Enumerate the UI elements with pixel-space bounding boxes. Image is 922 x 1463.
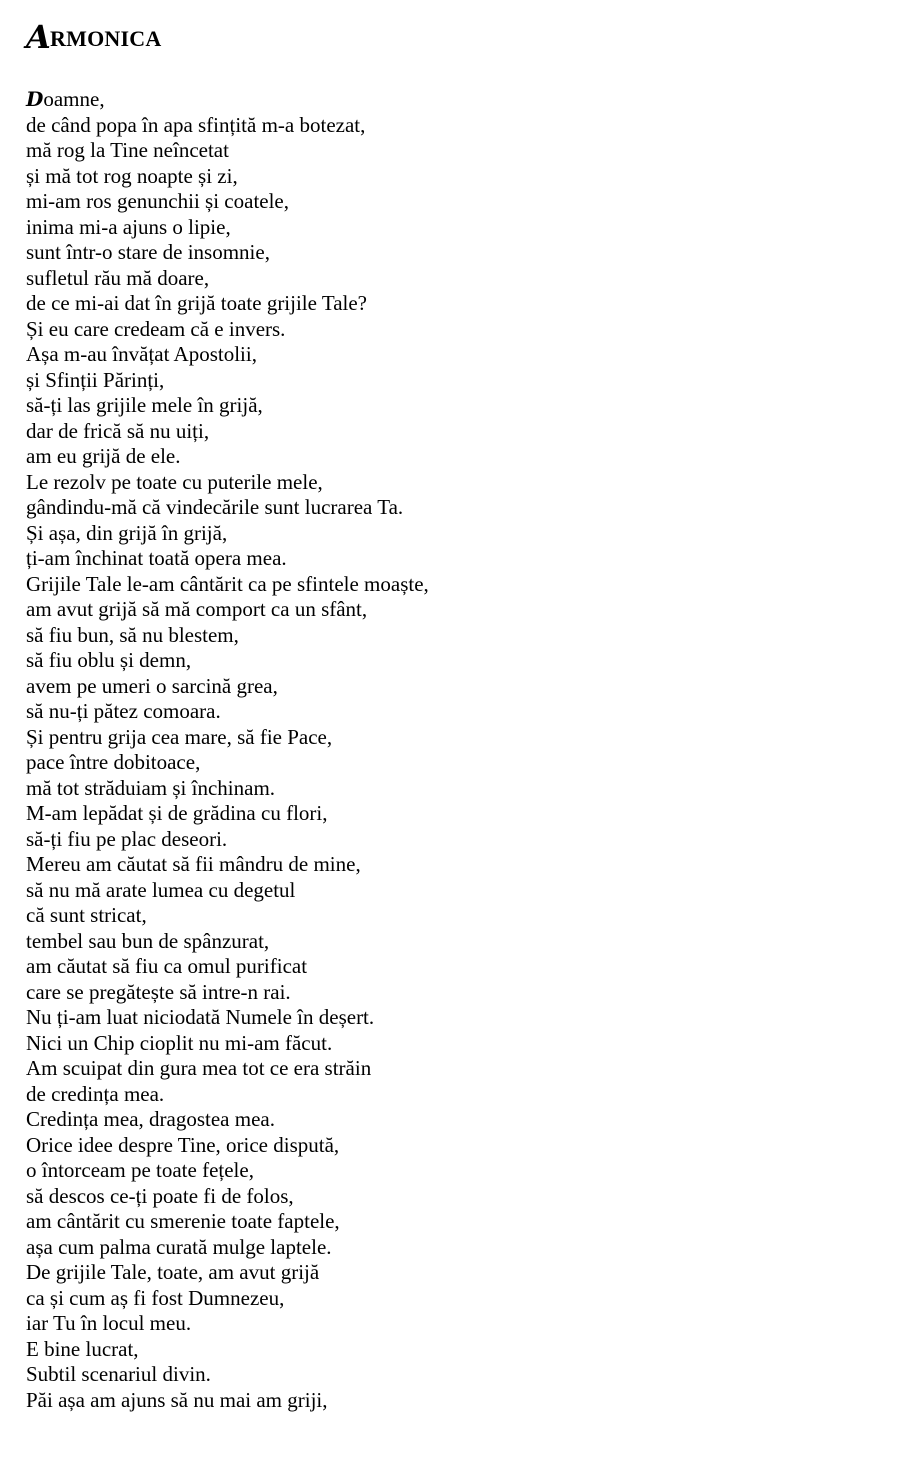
- first-line-rest: oamne,: [43, 87, 105, 111]
- poem-line: sufletul rău mă doare,: [26, 265, 210, 290]
- poem-line: de când popa în apa sfințită m-a botezat,: [26, 112, 366, 137]
- first-line-initial: D: [26, 87, 44, 111]
- title-rest: RMONICA: [50, 26, 162, 51]
- poem-line: să-ți fiu pe plac deseori.: [26, 826, 228, 851]
- poem-line: Mereu am căutat să fii mândru de mine,: [26, 852, 361, 876]
- poem-line: Nici un Chip cioplit nu mi-am făcut.: [26, 1030, 333, 1055]
- poem-line: Subtil scenariul divin.: [26, 1362, 211, 1386]
- poem-line: să descos ce-ți poate fi de folos,: [26, 1183, 294, 1208]
- poem-line: care se pregătește să intre-n rai.: [26, 979, 291, 1004]
- poem-line: M-am lepădat și de grădina cu flori,: [26, 801, 328, 825]
- poem-line: de ce mi-ai dat în grijă toate grijile Tale?: [26, 291, 367, 315]
- poem-line: pace între dobitoace,: [26, 750, 201, 774]
- poem-line: Nu ți-am luat niciodată Numele în deșert.: [26, 1005, 375, 1029]
- poem-line: mă tot străduiam și închinam.: [26, 775, 276, 800]
- poem-line: Și eu care credeam că e invers.: [26, 316, 286, 341]
- poem-line: o întorceam pe toate fețele,: [26, 1158, 254, 1182]
- poem-line: Și pentru grija cea mare, să fie Pace,: [26, 724, 333, 749]
- poem-line: dar de frică să nu uiți,: [26, 418, 210, 443]
- poem-line: E bine lucrat,: [26, 1336, 139, 1361]
- poem-body: [26, 87, 906, 1413]
- poem-line: Păi așa am ajuns să nu mai am griji,: [26, 1387, 328, 1412]
- poem-page: [26, 18, 906, 1413]
- poem-line: Am scuipat din gura mea tot ce era străin: [26, 1056, 372, 1080]
- poem-line-first: [26, 87, 906, 113]
- poem-line: mă rog la Tine neîncetat: [26, 138, 229, 162]
- poem-line: că sunt stricat,: [26, 903, 147, 927]
- poem-line: Așa m-au învățat Apostolii,: [26, 342, 257, 366]
- poem-line: și Sfinții Părinți,: [26, 367, 165, 392]
- poem-title: [26, 18, 906, 56]
- poem-line: ți-am închinat toată opera mea.: [26, 546, 287, 570]
- poem-line: să fiu bun, să nu blestem,: [26, 622, 239, 647]
- poem-line: inima mi-a ajuns o lipie,: [26, 214, 231, 239]
- poem-line: tembel sau bun de spânzurat,: [26, 928, 270, 953]
- poem-line: am cântărit cu smerenie toate faptele,: [26, 1209, 340, 1233]
- poem-line: așa cum palma curată mulge laptele.: [26, 1234, 332, 1259]
- title-initial: A: [26, 18, 52, 56]
- poem-line: mi-am ros genunchii și coatele,: [26, 189, 290, 213]
- poem-line: De grijile Tale, toate, am avut grijă: [26, 1260, 320, 1284]
- poem-line: Le rezolv pe toate cu puterile mele,: [26, 469, 323, 494]
- poem-line: ca și cum aș fi fost Dumnezeu,: [26, 1285, 285, 1310]
- poem-line: și mă tot rog noapte și zi,: [26, 163, 238, 188]
- poem-line: iar Tu în locul meu.: [26, 1311, 192, 1335]
- poem-line: să nu-ți pătez comoara.: [26, 699, 221, 723]
- poem-line: să fiu oblu și demn,: [26, 648, 192, 672]
- poem-line: am eu grijă de ele.: [26, 444, 181, 468]
- poem-line: am avut grijă să mă comport ca un sfânt,: [26, 597, 368, 621]
- poem-line: Grijile Tale le-am cântărit ca pe sfintele moaște,: [26, 571, 429, 596]
- poem-line: să-ți las grijile mele în grijă,: [26, 393, 263, 417]
- poem-line: Orice idee despre Tine, orice dispută,: [26, 1132, 340, 1157]
- poem-line: am căutat să fiu ca omul purificat: [26, 954, 308, 978]
- poem-line: Credința mea, dragostea mea.: [26, 1107, 275, 1131]
- poem-line: avem pe umeri o sarcină grea,: [26, 673, 278, 698]
- poem-line: Și așa, din grijă în grijă,: [26, 520, 228, 545]
- poem-line: de credința mea.: [26, 1081, 165, 1106]
- poem-line: gândindu-mă că vindecările sunt lucrarea Ta.: [26, 495, 404, 519]
- poem-line: să nu mă arate lumea cu degetul: [26, 877, 296, 902]
- poem-line: sunt într-o stare de insomnie,: [26, 240, 270, 264]
